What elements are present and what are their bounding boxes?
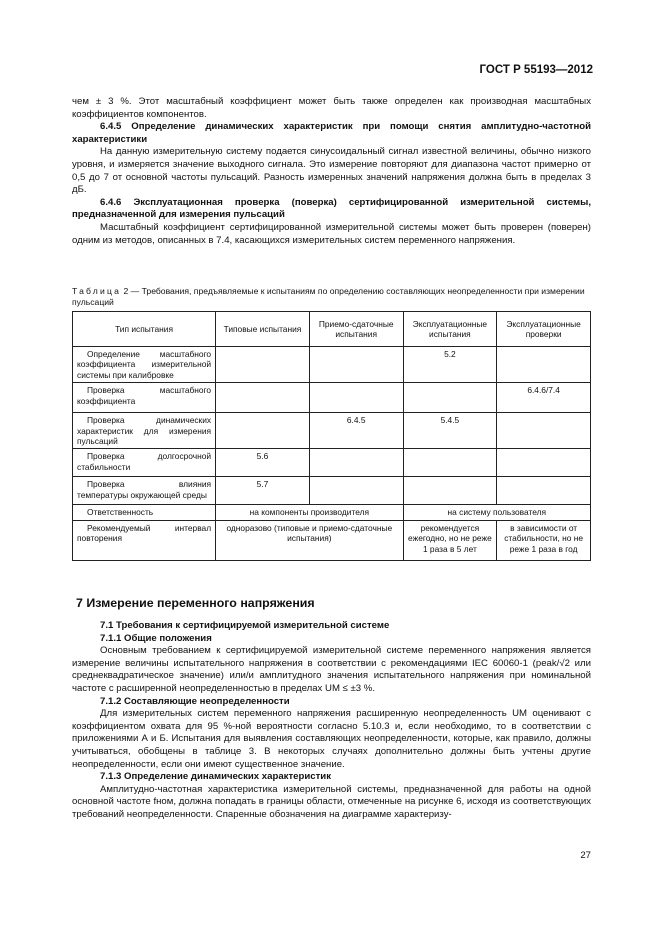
cell: 5.7: [216, 477, 310, 505]
heading-6-4-5: 6.4.5 Определение динамических характеристик при помощи снятия амплитудно-частотной характеристики: [72, 121, 591, 145]
cell: 5.4.5: [403, 413, 497, 449]
cell: [497, 347, 591, 383]
table-caption: [72, 286, 591, 308]
paragraph-continuation: чем ± 3 %. Этот масштабный коэффициент может быть также определен как производная масштабных коэффициентов компонентов.: [72, 96, 591, 120]
cell: [497, 413, 591, 449]
table-row: [73, 449, 591, 477]
heading-7-1: 7.1 Требования к сертифицируемой измерительной системе: [100, 620, 390, 631]
row-label: Определение масштабного коэффициента измерительной системы при калибровке: [73, 347, 216, 383]
cell: [216, 383, 310, 413]
cell-user: на систему пользователя: [403, 505, 590, 520]
paragraph-7-1-1: Основным требованием к сертифицируемой измерительной системе переменного напряжения является измерение величины испытательного напряжения в соответствии с рекомендациями IEC 60060-1 (peak/√2 или среднеквадратическое значение) или/и амплитудного значения испытательного напряжения при номинальной частоте с расширенной неопределенностью в пределах UM ≤ ±3 %.: [72, 645, 591, 694]
heading-6-4-6: 6.4.6 Эксплуатационная проверка (поверка) сертифицированной измерительной системы, предназначенной для измерения пульсаций: [72, 196, 591, 221]
row-label: Проверка динамических характеристик для измерения пульсаций: [73, 413, 216, 449]
cell: [309, 383, 403, 413]
heading-7-1-1: 7.1.1 Общие положения: [100, 632, 212, 644]
cell: [403, 477, 497, 505]
cell: [403, 383, 497, 413]
cell-manufacturer: на компоненты производителя: [216, 505, 403, 520]
row-label: Проверка долгосрочной стабильности: [73, 449, 216, 477]
table-caption-label: Таблица: [72, 286, 122, 296]
paragraph-7-1-3: Амплитудно-частотная характеристика измерительной системы, предназначенной для работы на одной основной частоте fном, должна попадать в границы области, отмеченные на рисунке 6, исходя из соответствующих требований неопределенности. Спаренные обозначения на диаграмме характеризу-: [72, 783, 591, 820]
cell: [497, 449, 591, 477]
cell: [309, 477, 403, 505]
table-header-row: [73, 312, 591, 347]
heading-7-1-3: 7.1.3 Определение динамических характеристик: [100, 771, 331, 783]
cell: [497, 477, 591, 505]
table-row: [73, 383, 591, 413]
cell: 6.4.5: [309, 413, 403, 449]
table-row-responsibility: [73, 505, 591, 520]
cell: 5.2: [403, 347, 497, 383]
header-performance-tests: Эксплуатационные испытания: [403, 312, 497, 347]
requirements-table: [72, 311, 591, 561]
table-row: [73, 413, 591, 449]
paragraph-6-4-5: На данную измерительную систему подается синусоидальный сигнал известной величины, обычно низкого уровня, и измеряется значение выходного сигнала. Это измерение повторяют для диапазона частот примерно от 0,5 до 7 от основной частоты пульсаций. Разность измеренных значений напряжения должна быть в пределах 3 дБ.: [72, 146, 591, 196]
table-row: [73, 347, 591, 383]
top-section: [72, 96, 591, 247]
cell-yearly: рекомендуется ежегодно, но не реже 1 раза в 5 лет: [403, 520, 497, 560]
cell: [216, 347, 310, 383]
row-label: Ответственность: [73, 505, 216, 520]
table-row-interval: [73, 520, 591, 560]
cell: [216, 413, 310, 449]
header-performance-checks: Эксплуатационные проверки: [497, 312, 591, 347]
cell: 5.6: [216, 449, 310, 477]
cell: [309, 347, 403, 383]
header-test-type: Тип испытания: [73, 312, 216, 347]
table-row: [73, 477, 591, 505]
page-number: 27: [580, 850, 591, 861]
cell-once: одноразово (типовые и приемо-сдаточные испытания): [216, 520, 403, 560]
cell-stability: в зависимости от стабильности, но не реже 1 раза в год: [497, 520, 591, 560]
row-label: Проверка влияния температуры окружающей среды: [73, 477, 216, 505]
heading-7-1-2: 7.1.2 Составляющие неопределенности: [100, 695, 290, 707]
standard-header: ГОСТ Р 55193—2012: [479, 64, 593, 76]
cell: 6.4.6/7.4: [497, 383, 591, 413]
cell: [403, 449, 497, 477]
paragraph-6-4-6: Масштабный коэффициент сертифицированной измерительной системы может быть проверен (поверен) одним из методов, описанных в 7.4, касающихся измерительных систем переменного напряжения.: [72, 221, 591, 246]
table-caption-text: 2 — Требования, предъявляемые к испытаниям по определению составляющих неопределенности при измерении пульсаций: [72, 286, 585, 307]
row-label: Проверка масштабного коэффициента: [73, 383, 216, 413]
row-label: Рекомендуемый интервал повторения: [73, 520, 216, 560]
section-7-title: 7 Измерение переменного напряжения: [76, 596, 315, 610]
section-7-body: [72, 620, 591, 822]
paragraph-7-1-2: Для измерительных систем переменного напряжения расширенную неопределенность UM оценивают с коэффициентом охвата для 95 %-ной вероятности согласно 5.10.3 и, если необходимо, то в соответствии с приложениями А и Б. Испытания для выявления составляющих неопределенности, которые, как правило, должны учитываться, обобщены в таблице 3. В некоторых случаях дополнительно должны быть учтены другие неопределенности, если они имеют существенное значение.: [72, 708, 591, 770]
header-type-tests: Типовые испытания: [216, 312, 310, 347]
header-acceptance-tests: Приемо-сдаточные испытания: [309, 312, 403, 347]
cell: [309, 449, 403, 477]
